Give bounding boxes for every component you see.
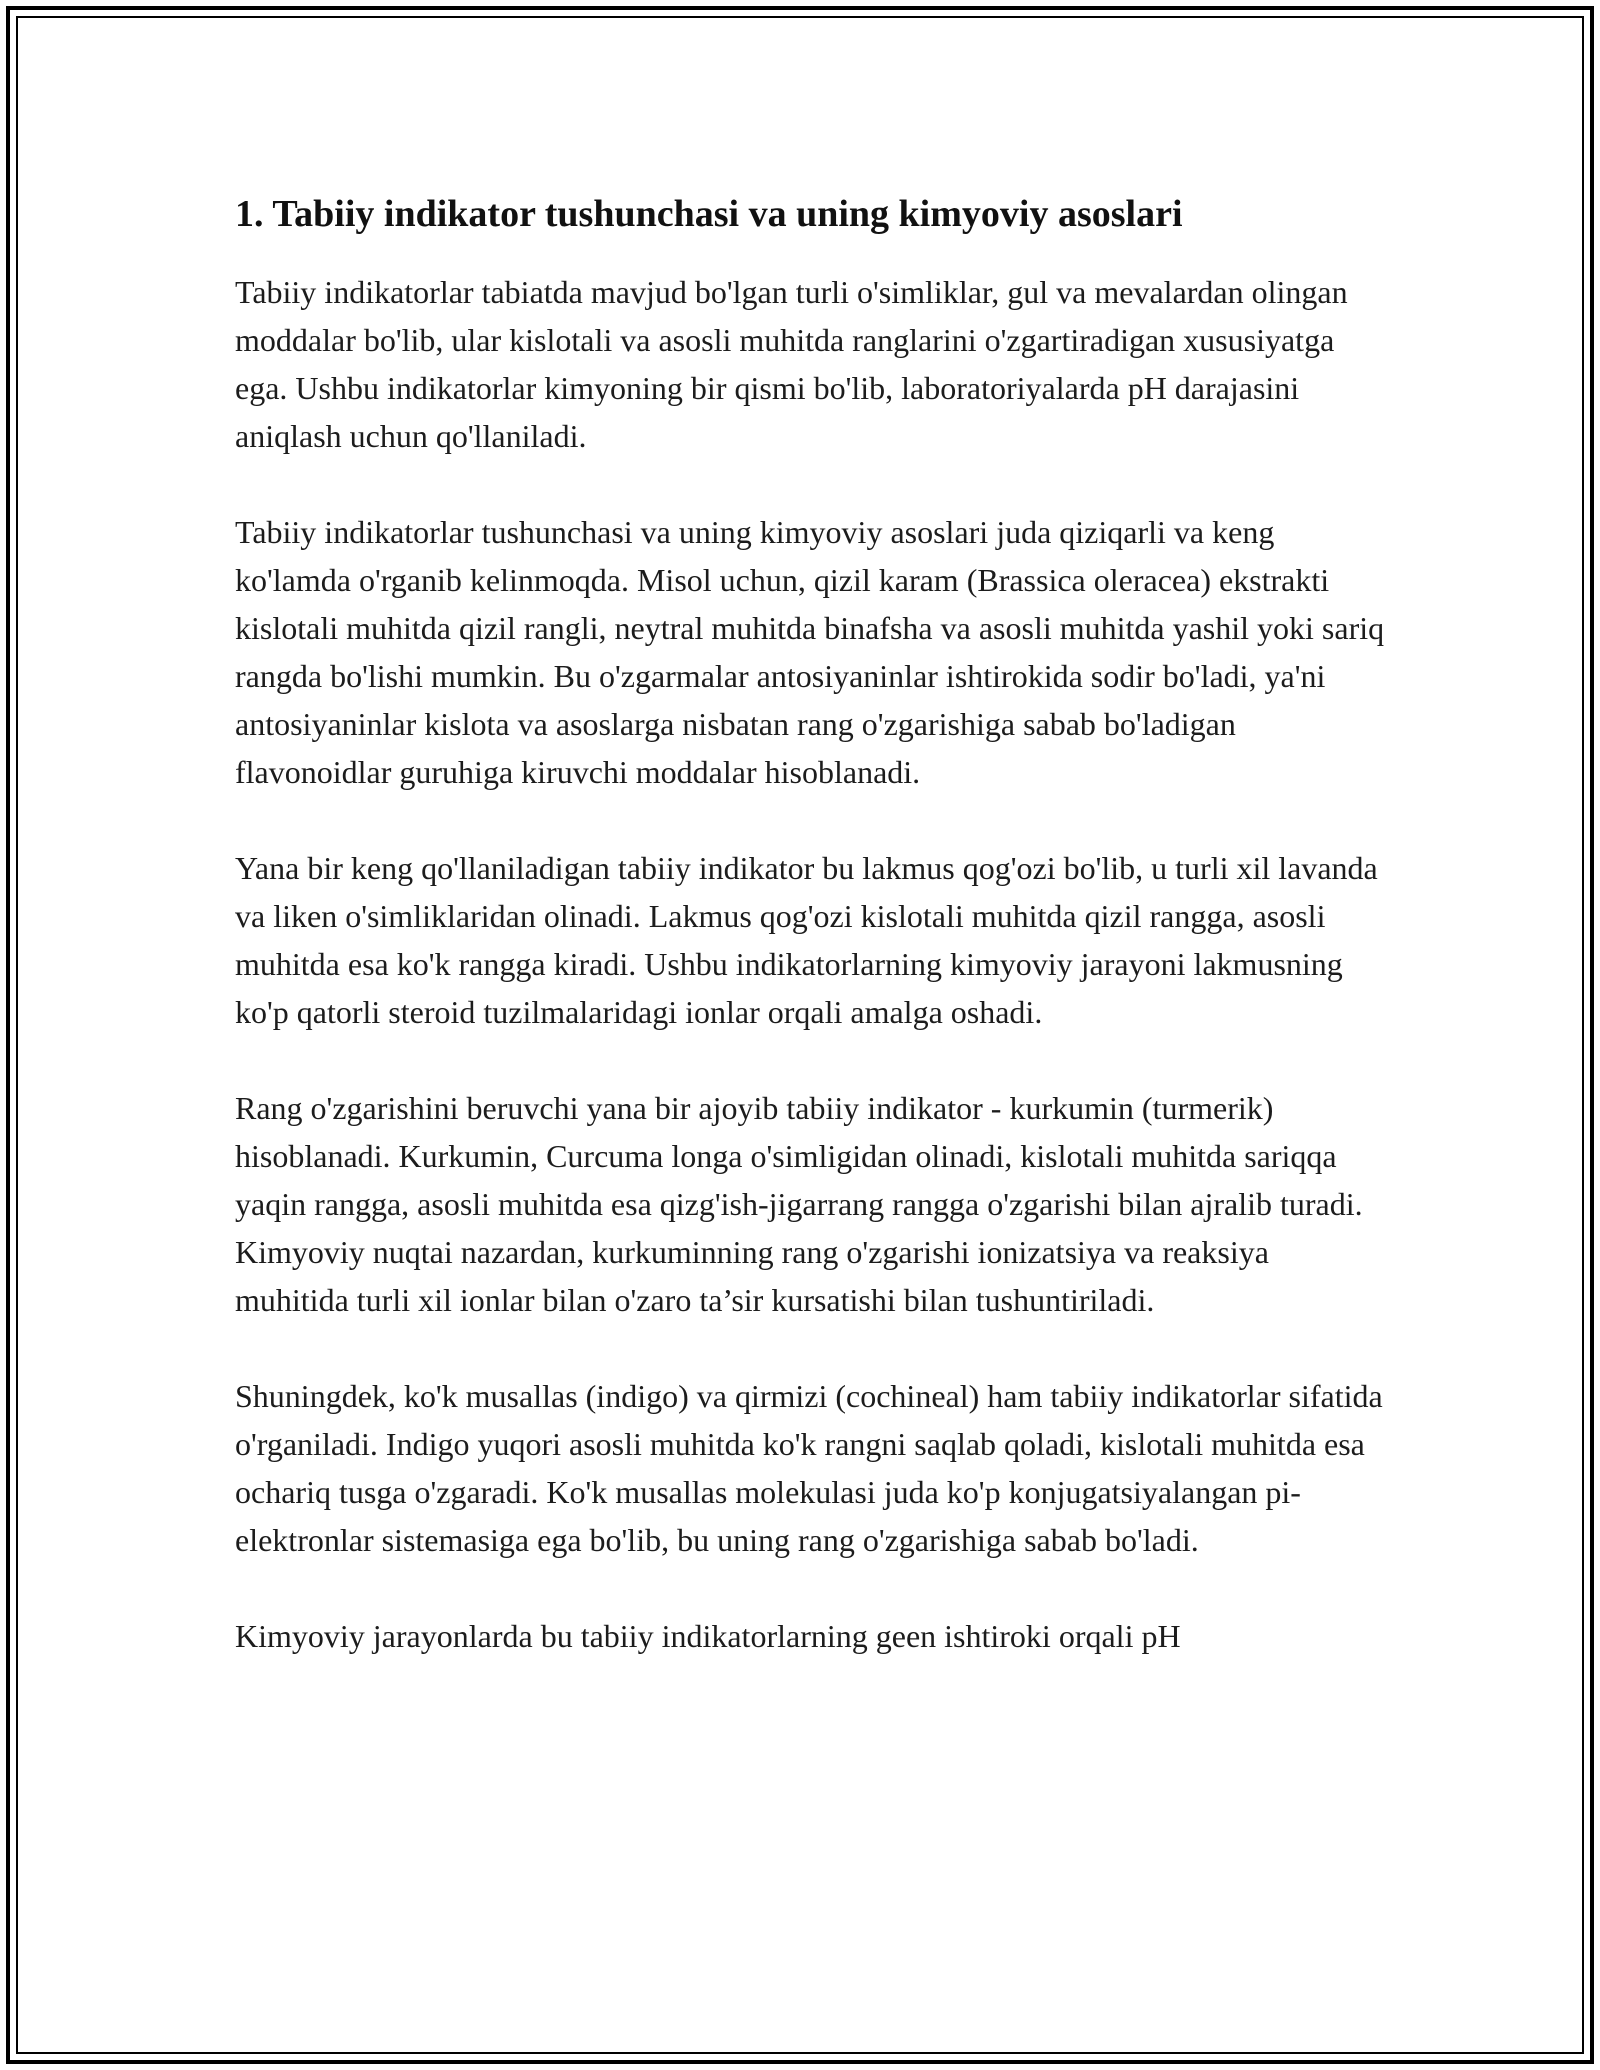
paragraph-4: Rang o'zgarishini beruvchi yana bir ajoyib tabiiy indikator - kurkumin (turmerik) hisoblanadi. Kurkumin, Curcuma longa o'simligidan olinadi, kislotali muhitda sariqqa yaqin rangga, asosli muhitda esa qizg'ish-jigarrang rangga o'zgarishi bilan ajralib turadi. Kimyoviy nuqtai nazardan, kurkuminning rang o'zgarishi ionizatsiya va reaksiya muhitida turli xil ionlar bilan o'zaro ta’sir kursatishi bilan tushuntiriladi.	[235, 1090, 1363, 1318]
document-body	[235, 188, 1385, 1708]
paragraph-1: Tabiiy indikatorlar tabiatda mavjud bo'lgan turli o'simliklar, gul va mevalardan olingan moddalar bo'lib, ular kislotali va asosli muhitda ranglarini o'zgartiradigan xususiyatga ega. Ushbu indikatorlar kimyoning bir qismi bo'lib, laboratoriyalarda pH darajasini aniqlash uchun qo'llaniladi.	[235, 274, 1348, 454]
section-heading: 1. Tabiiy indikator tushunchasi va uning kimyoviy asoslari	[235, 193, 1183, 235]
paragraph-6: Kimyoviy jarayonlarda bu tabiiy indikatorlarning geen ishtiroki orqali pH	[235, 1618, 1181, 1654]
paragraph-2: Tabiiy indikatorlar tushunchasi va uning kimyoviy asoslari juda qiziqarli va keng ko'lamda o'rganib kelinmoqda. Misol uchun, qizil karam (Brassica oleracea) ekstrakti kislotali muhitda qizil rangli, neytral muhitda binafsha va asosli muhitda yashil yoki sariq rangda bo'lishi mumkin. Bu o'zgarmalar antosiyaninlar ishtirokida sodir bo'ladi, ya'ni antosiyaninlar kislota va asoslarga nisbatan rang o'zgarishiga sabab bo'ladigan flavonoidlar guruhiga kiruvchi moddalar hisoblanadi.	[235, 514, 1385, 790]
paragraph-5: Shuningdek, ko'k musallas (indigo) va qirmizi (cochineal) ham tabiiy indikatorlar sifatida o'rganiladi. Indigo yuqori asosli muhitda ko'k rangni saqlab qoladi, kislotali muhitda esa ochariq tusga o'zgaradi. Ko'k musallas molekulasi juda ko'p konjugatsiyalangan pi-elektronlar sistemasiga ega bo'lib, bu uning rang o'zgarishiga sabab bo'ladi.	[235, 1378, 1383, 1558]
paragraph-3: Yana bir keng qo'llaniladigan tabiiy indikator bu lakmus qog'ozi bo'lib, u turli xil lavanda va liken o'simliklaridan olinadi. Lakmus qog'ozi kislotali muhitda qizil rangga, asosli muhitda esa ko'k rangga kiradi. Ushbu indikatorlarning kimyoviy jarayoni lakmusning ko'p qatorli steroid tuzilmalaridagi ionlar orqali amalga oshadi.	[235, 850, 1378, 1030]
